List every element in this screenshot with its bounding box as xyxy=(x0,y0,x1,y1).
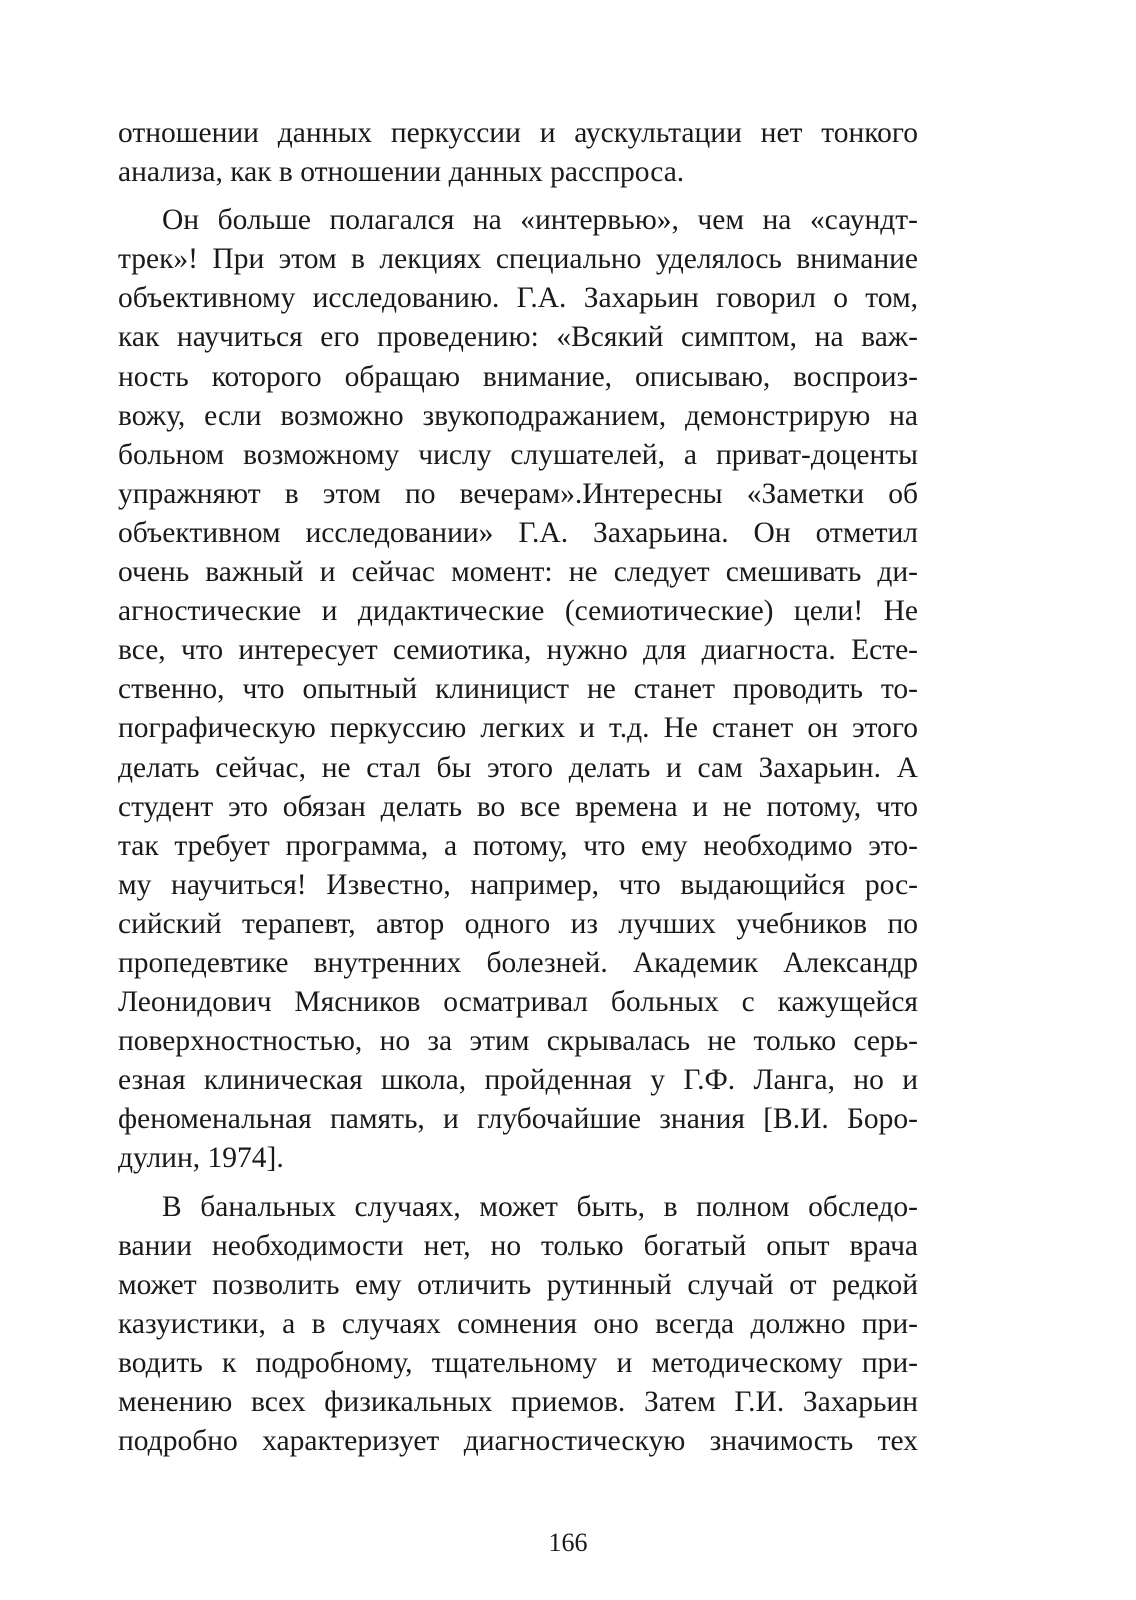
text-line: поверхностностью, но за этим скрывалась не только серь- xyxy=(118,1025,918,1058)
text-line: менению всех физикальных приемов. Затем Г.И. Захарьин xyxy=(118,1386,918,1418)
paragraph-2 xyxy=(118,201,918,1178)
text-line: вании необходимости нет, но только богатый опыт врача xyxy=(118,1229,918,1262)
page-number: 166 xyxy=(548,1528,588,1557)
text-line: очень важный и сейчас момент: не следует смешивать ди- xyxy=(118,556,918,589)
text-line: все, что интересует семиотика, нужно для диагноста. Есте- xyxy=(118,634,918,667)
text-line: водить к подробному, тщательному и методическому при- xyxy=(118,1346,918,1379)
text-line: пропедевтике внутренних болезней. Академик Александр xyxy=(118,946,918,979)
text-line: трек»! При этом в лекциях специально уделялось внимание xyxy=(118,243,918,276)
text-line: агностические и дидактические (семиотические) цели! Не xyxy=(118,595,918,628)
text-line: ственно, что опытный клиницист не станет проводить то- xyxy=(118,673,918,706)
text-line: Леонидович Мясников осматривал больных с кажущейся xyxy=(118,986,918,1019)
text-line: упражняют в этом по вечерам».Интересны «Заметки об xyxy=(118,477,918,510)
text-line: езная клиническая школа, пройденная у Г.Ф. Ланга, но и xyxy=(118,1064,918,1097)
body-text xyxy=(118,114,918,1461)
text-line: му научиться! Известно, например, что выдающийся рос- xyxy=(118,868,918,901)
text-line: может позволить ему отличить рутинный случай от редкой xyxy=(118,1268,918,1301)
text-line: вожу, если возможно звукоподражанием, демонстрирую на xyxy=(118,399,918,432)
text-line: подробно характеризует диагностическую значимость тех xyxy=(118,1425,918,1458)
text-line: как научиться его проведению: «Всякий симптом, на важ- xyxy=(118,321,918,354)
text-line: пографическую перкуссию легких и т.д. Не станет он этого xyxy=(118,712,918,745)
text-line: студент это обязан делать во все времена и не потому, что xyxy=(118,790,918,823)
paragraph-1 xyxy=(118,114,918,192)
text-line: так требует программа, а потому, что ему необходимо это- xyxy=(118,829,918,862)
text-line: объективному исследованию. Г.А. Захарьин говорил о том, xyxy=(118,282,918,315)
text-line: анализа, как в отношении данных расспроса. xyxy=(118,156,685,189)
text-line: делать сейчас, не стал бы этого делать и сам Захарьин. А xyxy=(118,751,918,784)
text-line: феноменальная память, и глубочайшие знания [В.И. Боро- xyxy=(118,1103,918,1136)
text-line: Он больше полагался на «интервью», чем на «саундт- xyxy=(162,204,918,237)
paragraph-3 xyxy=(118,1188,918,1462)
text-line: больном возможному числу слушателей, а приват-доценты xyxy=(118,438,918,471)
text-line: отношении данных перкуссии и аускультации нет тонкого xyxy=(118,117,918,149)
text-line: объективном исследовании» Г.А. Захарьина. Он отметил xyxy=(118,516,918,549)
text-line: дулин, 1974]. xyxy=(118,1142,284,1175)
text-line: В банальных случаях, может быть, в полном обследо- xyxy=(162,1190,918,1223)
text-line: ность которого обращаю внимание, описываю, воспроиз- xyxy=(118,360,918,393)
text-line: сийский терапевт, автор одного из лучших учебников по xyxy=(118,907,918,940)
text-line: казуистики, а в случаях сомнения оно всегда должно при- xyxy=(118,1307,918,1340)
